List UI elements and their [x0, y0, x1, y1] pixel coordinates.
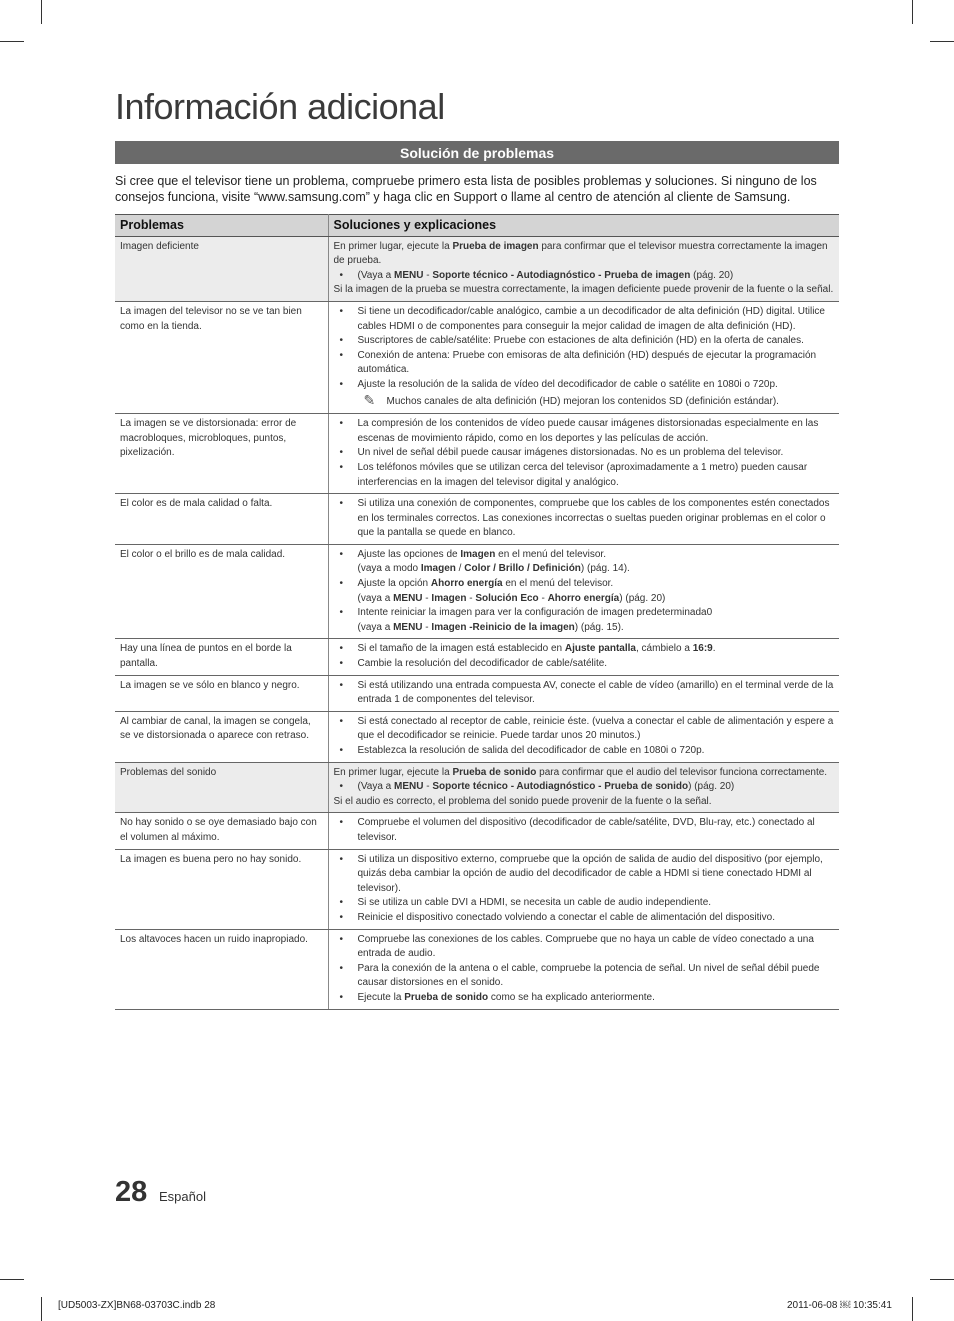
solution-text: Si la imagen de la prueba se muestra correctamente, la imagen deficiente puede provenir de la fuente o la señal.	[333, 284, 834, 296]
solution-text: En primer lugar, ejecute la Prueba de imagen para confirmar que el televisor muestra correctamente la imagen de prueba.	[333, 240, 828, 267]
table-row	[115, 762, 839, 813]
crop-mark	[930, 41, 954, 42]
solution-cell	[328, 849, 839, 929]
problem-cell: Problemas del sonido	[115, 762, 328, 813]
problem-cell: Al cambiar de canal, la imagen se congela, se ve distorsionada o aparece con retraso.	[115, 711, 328, 762]
solution-cell	[328, 813, 839, 849]
solution-bullet: • Conexión de antena: Pruebe con emisoras de alta definición (HD) después de ejecutar la programación automática.	[334, 349, 835, 378]
solution-cell	[328, 929, 839, 1009]
crop-mark	[912, 1297, 913, 1321]
solution-bullet: • Si tiene un decodificador/cable analógico, cambie a un decodificador de alta definición (HD) digital. Utilice cables HDMI o de componentes para conseguir la mejor calidad de imagen de alta definición (HD).	[334, 305, 835, 334]
problem-cell: El color o el brillo es de mala calidad.	[115, 544, 328, 639]
solution-list	[334, 715, 835, 759]
solution-list	[334, 305, 835, 393]
solution-bullet: • Ajuste la resolución de la salida de vídeo del decodificador de cable o satélite en 1080i o 720p.	[334, 378, 835, 393]
intro-paragraph: Si cree que el televisor tiene un problema, compruebe primero esta lista de posibles problemas y soluciones. Si ninguno de los consejos funciona, visite “www.samsung.com” y haga clic en Support o llame al centro de atención al cliente de Samsung.	[115, 174, 817, 204]
column-header-solutions: Soluciones y explicaciones	[328, 215, 839, 237]
table-row	[115, 494, 839, 545]
solution-bullet: • Si está conectado al receptor de cable, reinicie éste. (vuelva a conectar el cable de alimentación y espere a que el decodificador se reinicie. Puede tardar unos 20 minutos.)	[334, 715, 835, 744]
troubleshooting-table	[115, 214, 839, 1010]
table-row	[115, 929, 839, 1009]
solution-list	[334, 642, 835, 671]
page-title: Información adicional	[115, 86, 445, 127]
solution-text: Si el audio es correcto, el problema del sonido puede provenir de la fuente o la señal.	[333, 795, 712, 807]
solution-list	[334, 679, 835, 708]
table-row	[115, 236, 839, 301]
problem-cell: Imagen deficiente	[115, 236, 328, 301]
solution-cell	[328, 711, 839, 762]
solution-bullet: • Suscriptores de cable/satélite: Pruebe con estaciones de alta definición (HD) en la oferta de canales.	[334, 334, 835, 349]
section-header: Solución de problemas	[115, 141, 839, 164]
crop-mark	[930, 1279, 954, 1280]
solution-bullet: • Reinicie el dispositivo conectado volviendo a conectar el cable de alimentación del dispositivo.	[334, 911, 835, 926]
problem-cell: La imagen se ve distorsionada: error de macrobloques, microbloques, puntos, pixelización.	[115, 414, 328, 494]
table-row	[115, 675, 839, 711]
solution-bullet: • Si utiliza una conexión de componentes, compruebe que los cables de los componentes estén conectados en los terminales correctos. Las conexiones incorrectas o sueltas pueden originar problemas en el color o que la pantalla se quede en blanco.	[334, 497, 835, 541]
crop-mark	[41, 1297, 42, 1321]
solution-list	[334, 853, 835, 926]
problem-cell: La imagen es buena pero no hay sonido.	[115, 849, 328, 929]
table-row	[115, 813, 839, 849]
solution-bullet: • (Vaya a MENU - Soporte técnico - Autodiagnóstico - Prueba de sonido) (pág. 20)	[334, 780, 835, 795]
solution-cell	[328, 236, 839, 301]
solution-list	[334, 548, 835, 636]
solution-text: En primer lugar, ejecute la Prueba de sonido para confirmar que el audio del televisor funciona correctamente.	[333, 766, 828, 778]
solution-list	[334, 269, 835, 284]
solution-list	[334, 497, 835, 541]
table-row	[115, 711, 839, 762]
footer-file-info: [UD5003-ZX]BN68-03703C.indb 28	[58, 1300, 216, 1311]
solution-bullet: • Si se utiliza un cable DVI a HDMI, se necesita un cable de audio independiente.	[334, 896, 835, 911]
solution-bullet: • Un nivel de señal débil puede causar imágenes distorsionadas. No es un problema del televisor.	[334, 446, 835, 461]
solution-bullet: • Para la conexión de la antena o el cable, compruebe la potencia de señal. Un nivel de señal débil puede causar distorsiones en el sonido.	[334, 962, 835, 991]
solution-note	[334, 391, 835, 410]
solution-bullet: • Ajuste las opciones de Imagen en el menú del televisor. (vaya a modo Imagen / Color / Brillo / Definición) (pág. 14).	[334, 548, 835, 577]
column-header-problems: Problemas	[115, 215, 328, 237]
crop-mark	[0, 1279, 24, 1280]
solution-bullet: • Compruebe el volumen del dispositivo (decodificador de cable/satélite, DVD, Blu-ray, etc.) conectado al televisor.	[334, 816, 835, 845]
solution-cell	[328, 675, 839, 711]
solution-bullet: • Si el tamaño de la imagen está establecido en Ajuste pantalla, cámbielo a 16:9.	[334, 642, 835, 657]
table-row	[115, 849, 839, 929]
table-row	[115, 544, 839, 639]
solution-list	[334, 780, 835, 795]
solution-bullet: • Establezca la resolución de salida del decodificador de cable en 1080i o 720p.	[334, 744, 835, 759]
problem-cell: El color es de mala calidad o falta.	[115, 494, 328, 545]
solution-bullet: • Intente reiniciar la imagen para ver la configuración de imagen predeterminada0 (vaya a MENU - Imagen -Reinicio de la imagen) (pág. 15).	[334, 606, 835, 635]
table-body	[115, 236, 839, 1009]
solution-bullet: • Ajuste la opción Ahorro energía en el menú del televisor. (vaya a MENU - Imagen - Solución Eco - Ahorro energía) (pág. 20)	[334, 577, 835, 606]
footer-timestamp: 2011-06-08 ￼ 10:35:41	[787, 1300, 892, 1311]
solution-cell	[328, 494, 839, 545]
table-header-row	[115, 215, 839, 237]
note-text: Muchos canales de alta definición (HD) mejoran los contenidos SD (definición estándar).	[386, 395, 779, 407]
solution-bullet: • La compresión de los contenidos de vídeo puede causar imágenes distorsionadas especialmente en las escenas de movimiento rápido, como en los deportes y las películas de acción.	[334, 417, 835, 446]
problem-cell: La imagen del televisor no se ve tan bien como en la tienda.	[115, 301, 328, 413]
solution-cell	[328, 544, 839, 639]
solution-bullet: • (Vaya a MENU - Soporte técnico - Autodiagnóstico - Prueba de imagen (pág. 20)	[334, 269, 835, 284]
problem-cell: No hay sonido o se oye demasiado bajo con el volumen al máximo.	[115, 813, 328, 849]
problem-cell: Los altavoces hacen un ruido inapropiado.	[115, 929, 328, 1009]
solution-bullet: • Cambie la resolución del decodificador de cable/satélite.	[334, 657, 835, 672]
solution-list	[334, 816, 835, 845]
table-row	[115, 301, 839, 413]
solution-list	[334, 933, 835, 1006]
problem-cell: Hay una línea de puntos en el borde la pantalla.	[115, 639, 328, 675]
solution-cell	[328, 639, 839, 675]
solution-bullet: • Compruebe las conexiones de los cables. Compruebe que no haya un cable de vídeo conectado a una entrada de audio.	[334, 933, 835, 962]
crop-mark	[912, 0, 913, 24]
solution-cell	[328, 414, 839, 494]
problem-cell: La imagen se ve sólo en blanco y negro.	[115, 675, 328, 711]
solution-cell	[328, 762, 839, 813]
crop-mark	[0, 41, 24, 42]
crop-mark	[41, 0, 42, 24]
page-number: 28	[115, 1176, 148, 1208]
solution-cell	[328, 301, 839, 413]
page-language: Español	[159, 1189, 206, 1204]
table-row	[115, 639, 839, 675]
solution-bullet: • Los teléfonos móviles que se utilizan cerca del televisor (aproximadamente a 1 metro) pueden causar interferencias en la imagen del televisor digital y analógico.	[334, 461, 835, 490]
table-row	[115, 414, 839, 494]
solution-bullet: • Si está utilizando una entrada compuesta AV, conecte el cable de vídeo (amarillo) en el terminal verde de la entrada 1 de componentes del televisor.	[334, 679, 835, 708]
pencil-note-icon: ✎	[363, 391, 376, 408]
solution-bullet: • Si utiliza un dispositivo externo, compruebe que la opción de salida de audio del dispositivo (por ejemplo, quizás deba cambiar la opción de audio del decodificador de cable a HDMI si tiene conectado HDMI al televisor).	[334, 853, 835, 897]
solution-bullet: • Ejecute la Prueba de sonido como se ha explicado anteriormente.	[334, 991, 835, 1006]
solution-list	[334, 417, 835, 490]
